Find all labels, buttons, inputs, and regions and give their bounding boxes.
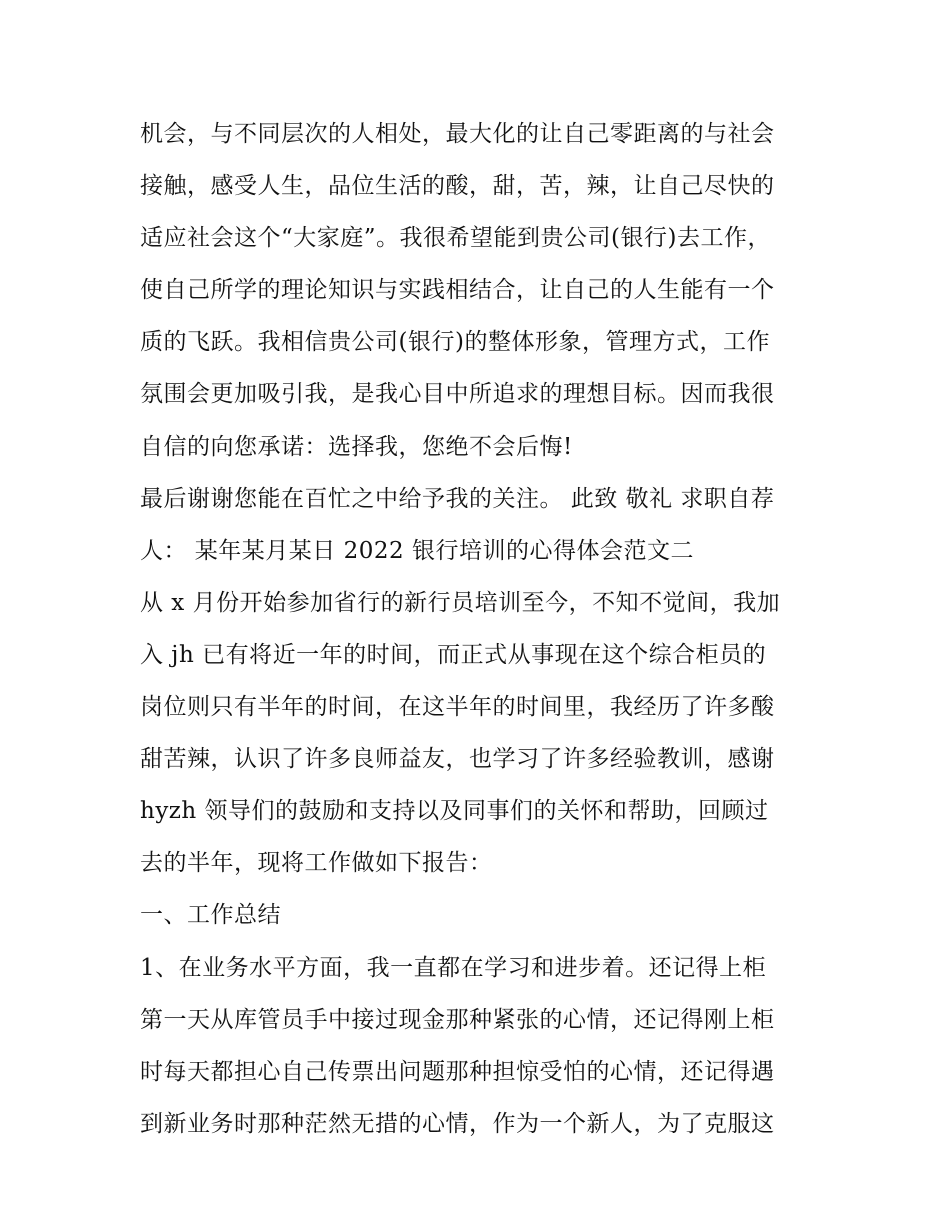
text-line: 人： 某年某月某日 2022 银行培训的心得体会范文二 (140, 537, 694, 564)
text-line: 最后谢谢您能在百忙之中给予我的关注。 此致 敬礼 求职自荐 (140, 485, 775, 512)
text-line: hyzh 领导们的鼓励和支持以及同事们的关怀和帮助，回顾过 (140, 798, 769, 825)
text-line: 自信的向您承诺：选择我，您绝不会后悔! (140, 433, 573, 460)
text-line: 甜苦辣，认识了许多良师益友，也学习了许多经验教训，感谢 (140, 746, 775, 773)
text-line: 适应社会这个“大家庭”。我很希望能到贵公司(银行)去工作， (140, 225, 771, 252)
text-line: 氛围会更加吸引我，是我心目中所追求的理想目标。因而我很 (140, 381, 775, 408)
text-line: 质的飞跃。我相信贵公司(银行)的整体形象，管理方式，工作 (140, 329, 770, 356)
section-heading: 一、工作总结 (140, 902, 281, 929)
text-line: 接触，感受人生，品位生活的酸，甜，苦，辣，让自己尽快的 (140, 173, 775, 200)
body-text (140, 108, 830, 1150)
text-line: 机会，与不同层次的人相处，最大化的让自己零距离的与社会 (140, 121, 775, 147)
text-line: 第一天从库管员手中接过现金那种紧张的心情，还记得刚上柜 (140, 1006, 775, 1033)
text-line: 1、在业务水平方面，我一直都在学习和进步着。还记得上柜 (140, 954, 767, 981)
text-line: 岗位则只有半年的时间，在这半年的时间里，我经历了许多酸 (140, 694, 775, 721)
text-line: 时每天都担心自己传票出问题那种担惊受怕的心情，还记得遇 (140, 1058, 775, 1085)
text-line: 到新业务时那种茫然无措的心情，作为一个新人，为了克服这 (140, 1110, 775, 1137)
text-line: 去的半年，现将工作做如下报告： (140, 850, 493, 877)
text-line: 从 x 月份开始参加省行的新行员培训至今，不知不觉间，我加 (140, 589, 781, 616)
text-line: 使自己所学的理论知识与实践相结合，让自己的人生能有一个 (140, 277, 775, 304)
text-line: 入 jh 已有将近一年的时间，而正式从事现在这个综合柜员的 (140, 641, 767, 668)
